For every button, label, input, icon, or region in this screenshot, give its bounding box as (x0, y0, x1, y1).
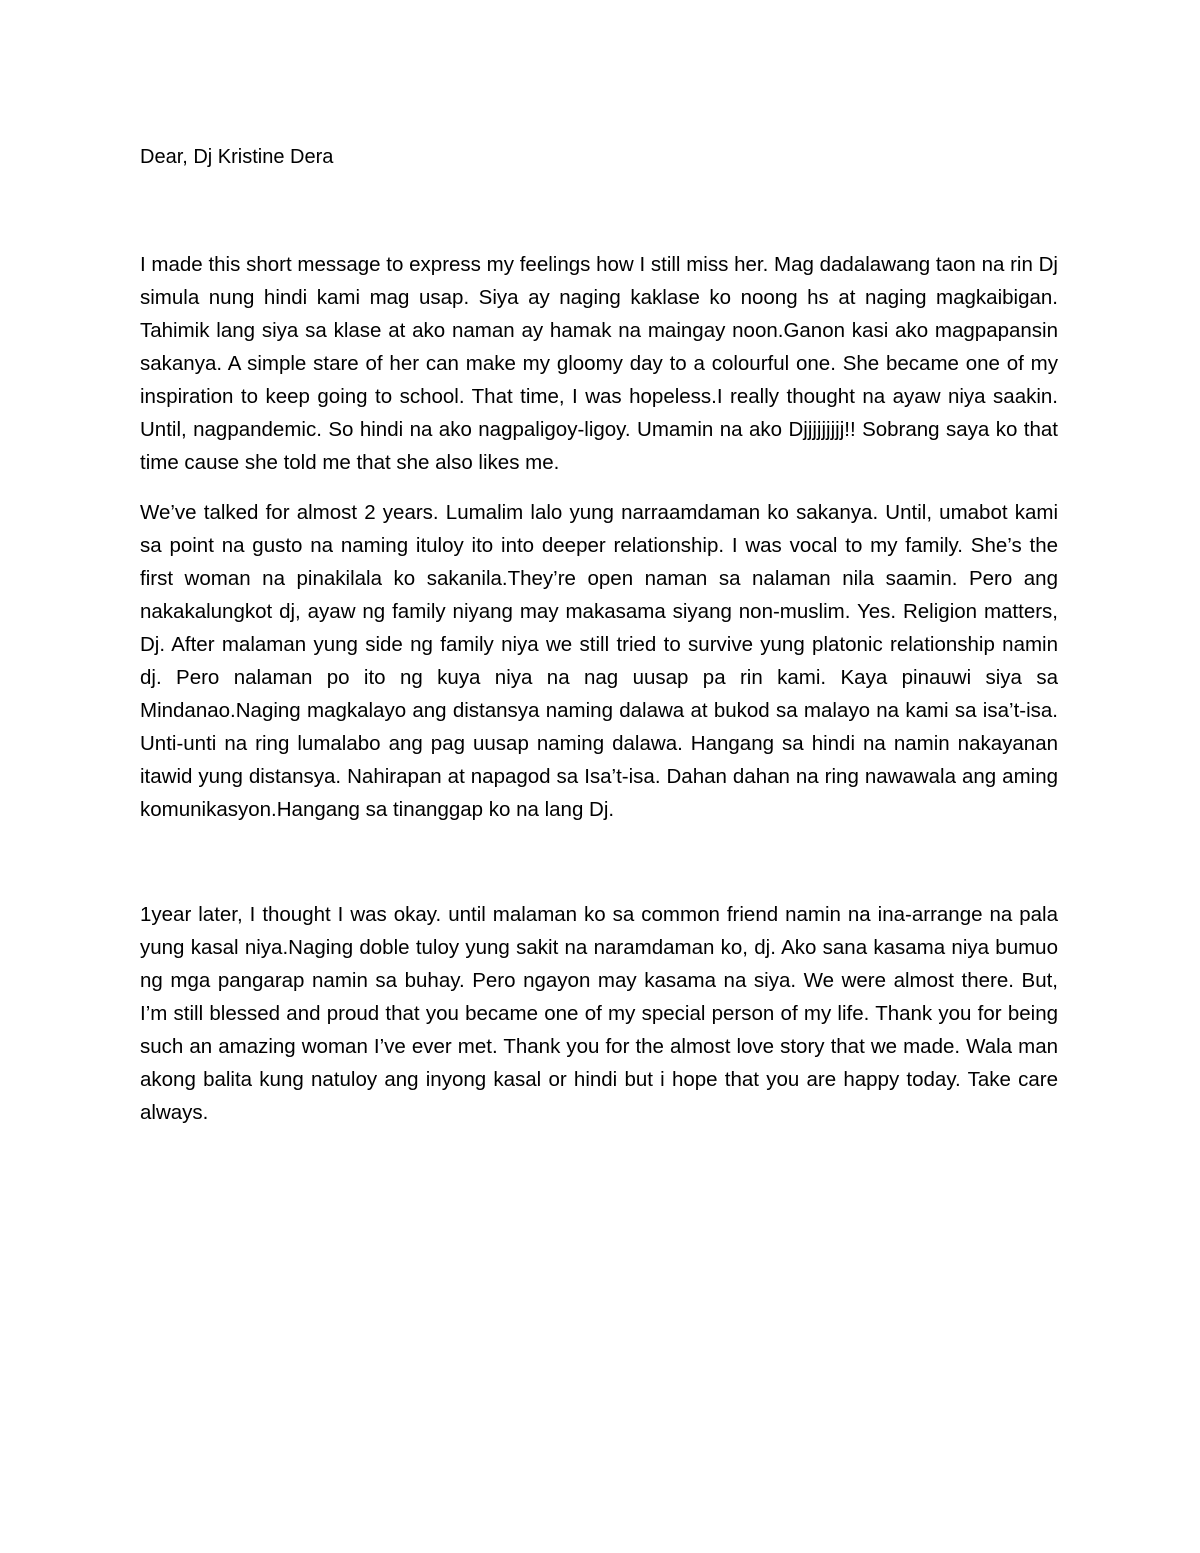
letter-paragraph-2: We’ve talked for almost 2 years. Lumalim lalo yung narraamdaman ko sakanya. Until, umabot kami sa point na gusto na naming ituloy ito into deeper relationship. I was vocal to my family. She’s the first woman na pinakilala ko sakanila.They’re open naman sa nalaman nila saamin. Pero ang nakakalungkot dj, ayaw ng family niyang may makasama siyang non-muslim. Yes. Religion matters, Dj. After malaman yung side ng family niya we still tried to survive yung platonic relationship namin dj. Pero nalaman po ito ng kuya niya na nag uusap pa rin kami. Kaya pinauwi siya sa Mindanao.Naging magkalayo ang distansya naming dalawa at bukod sa malayo na kami sa isa’t-isa. Unti-unti na ring lumalabo ang pag uusap naming dalawa. Hangang sa hindi na namin nakayanan itawid yung distansya. Nahirapan at napagod sa Isa’t-isa. Dahan dahan na ring nawawala ang aming komunikasyon.Hangang sa tinanggap ko na lang Dj. (140, 501, 1058, 821)
letter-paragraph-3: 1year later, I thought I was okay. until malaman ko sa common friend namin na ina-arrange na pala yung kasal niya.Naging doble tuloy yung sakit na naramdaman ko, dj. Ako sana kasama niya bumuo ng mga pangarap namin sa buhay. Pero ngayon may kasama na siya. We were almost there. But, I’m still blessed and proud that you became one of my special person of my life. Thank you for being such an amazing woman I’ve ever met. Thank you for the almost love story that we made. Wala man akong balita kung natuloy ang inyong kasal or hindi but i hope that you are happy today. Take care always. (140, 903, 1058, 1124)
letter-paragraph-1: I made this short message to express my feelings how I still miss her. Mag dadalawang taon na rin Dj simula nung hindi kami mag usap. Siya ay naging kaklase ko noong hs at naging magkaibigan. Tahimik lang siya sa klase at ako naman ay hamak na maingay noon.Ganon kasi ako magpapansin sakanya. A simple stare of her can make my gloomy day to a colourful one. She became one of my inspiration to keep going to school. That time, I was hopeless.I really thought na ayaw niya saakin. Until, nagpandemic. So hindi na ako nagpaligoy-ligoy. Umamin na ako Djjjjjjjjj!! Sobrang saya ko that time cause she told me that she also likes me. (140, 253, 1058, 474)
letter-salutation: Dear, Dj Kristine Dera (140, 146, 334, 168)
